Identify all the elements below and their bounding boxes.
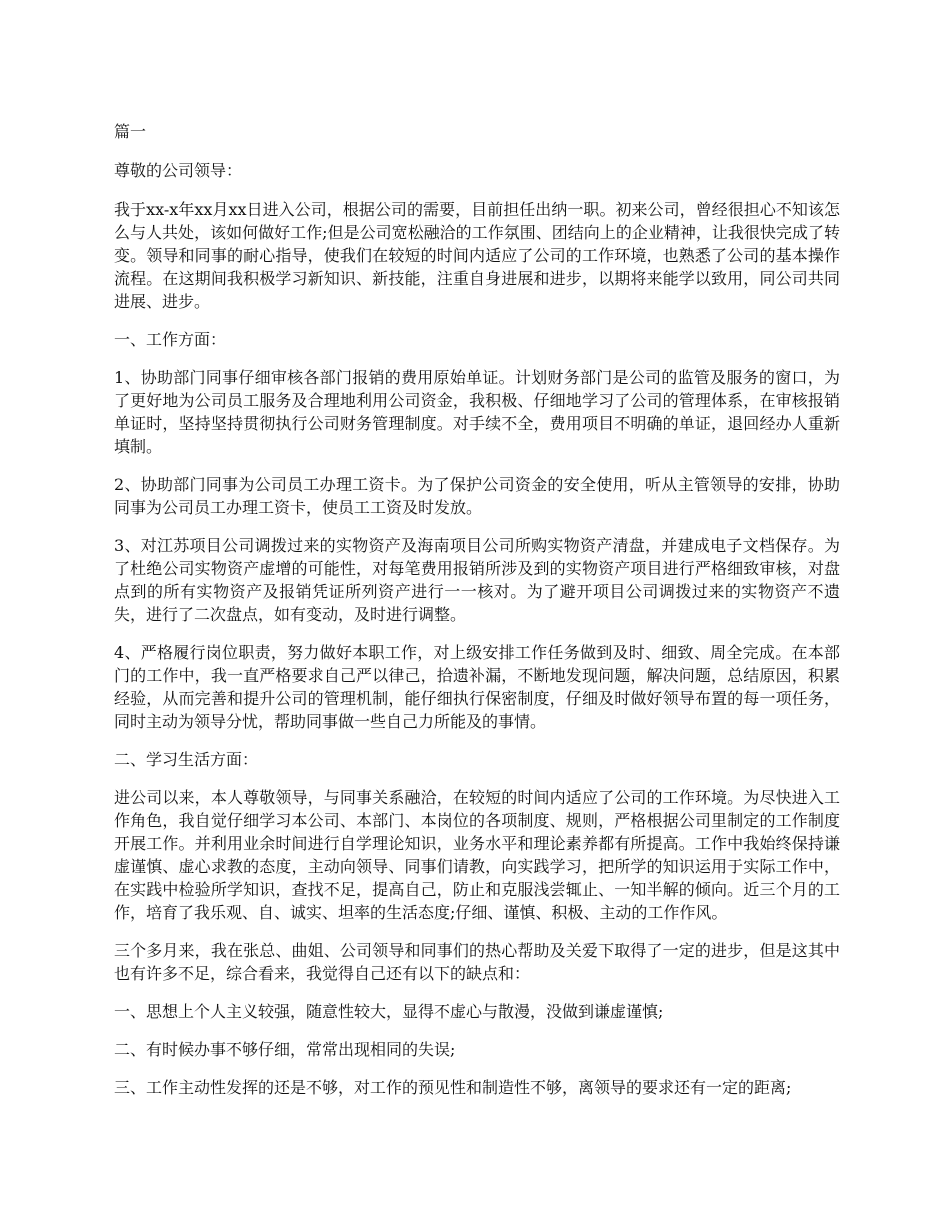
section-heading-study: 二、学习生活方面： bbox=[114, 750, 259, 769]
greeting: 尊敬的公司领导： bbox=[114, 161, 243, 180]
shortcoming-1: 一、思想上个人主义较强，随意性较大，显得不虚心与散漫，没做到谦虚谨慎; bbox=[114, 1002, 664, 1021]
paragraph-summary: 三个多月来，我在张总、曲姐、公司领导和同事们的热心帮助及关爱下取得了一定的进步，但是这其中也有许多不足，综合看来，我觉得自己还有以下的缺点和： bbox=[114, 941, 840, 983]
paragraph-intro: 我于xx-x年xx月xx日进入公司，根据公司的需要，目前担任出纳一职。初来公司，曾经很担心不知该怎么与人共处，该如何做好工作;但是公司宽松融洽的工作氛围、团结向上的企业精神，让我很快完成了转变。领导和同事的耐心指导，使我们在较短的时间内适应了公司的工作环境，也熟悉了公司的基本操作流程。在这期间我积极学习新知识、新技能，注重自身进展和进步，以期将来能学以致用，同公司共同进展、进步。 bbox=[114, 200, 840, 311]
paragraph-work-4: 4、严格履行岗位职责，努力做好本职工作，对上级安排工作任务做到及时、细致、周全完成。在本部门的工作中，我一直严格要求自己严以律己，拾遗补漏，不断地发现问题，解决问题，总结原因，积累经验，从而完善和提升公司的管理机制，能仔细执行保密制度，仔细及时做好领导布置的每一项任务，同时主动为领导分忧，帮助同事做一些自己力所能及的事情。 bbox=[114, 643, 840, 731]
paragraph-work-3: 3、对江苏项目公司调拨过来的实物资产及海南项目公司所购实物资产清盘，并建成电子文档保存。为了杜绝公司实物资产虚增的可能性，对每笔费用报销所涉及到的实物资产项目进行严格细致审核，对盘点到的所有实物资产及报销凭证所列资产进行一一核对。为了避开项目公司调拨过来的实物资产不遗失，进行了二次盘点，如有变动，及时进行调整。 bbox=[114, 536, 840, 624]
document-page bbox=[114, 120, 840, 1114]
shortcoming-3: 三、工作主动性发挥的还是不够，对工作的预见性和制造性不够，离领导的要求还有一定的距离; bbox=[114, 1078, 792, 1097]
paragraph-work-1: 1、协助部门同事仔细审核各部门报销的费用原始单证。计划财务部门是公司的监管及服务的窗口，为了更好地为公司员工服务及合理地利用公司资金，我积极、仔细地学习了公司的管理体系，在审核报销单证时，坚持坚持贯彻执行公司财务管理制度。对手续不全，费用项目不明确的单证，退回经办人重新填制。 bbox=[114, 368, 840, 456]
paragraph-work-2: 2、协助部门同事为公司员工办理工资卡。为了保护公司资金的安全使用，听从主管领导的安排，协助同事为公司员工办理工资卡，使员工工资及时发放。 bbox=[114, 475, 840, 517]
document-title: 篇一 bbox=[114, 122, 147, 141]
section-heading-work: 一、工作方面： bbox=[114, 330, 227, 349]
paragraph-study: 进公司以来，本人尊敬领导，与同事关系融洽，在较短的时间内适应了公司的工作环境。为尽快进入工作角色，我自觉仔细学习本公司、本部门、本岗位的各项制度、规则，严格根据公司里制定的工作制度开展工作。并利用业余时间进行自学理论知识，业务水平和理论素养都有所提高。工作中我始终保持谦虚谨慎、虚心求教的态度，主动向领导、同事们请教，向实践学习，把所学的知识运用于实际工作中，在实践中检验所学知识，查找不足，提高自己，防止和克服浅尝辄止、一知半解的倾向。近三个月的工作，培育了我乐观、自、诚实、坦率的生活态度;仔细、谨慎、积极、主动的工作作风。 bbox=[114, 788, 840, 922]
shortcoming-2: 二、有时候办事不够仔细，常常出现相同的失误; bbox=[114, 1040, 456, 1059]
